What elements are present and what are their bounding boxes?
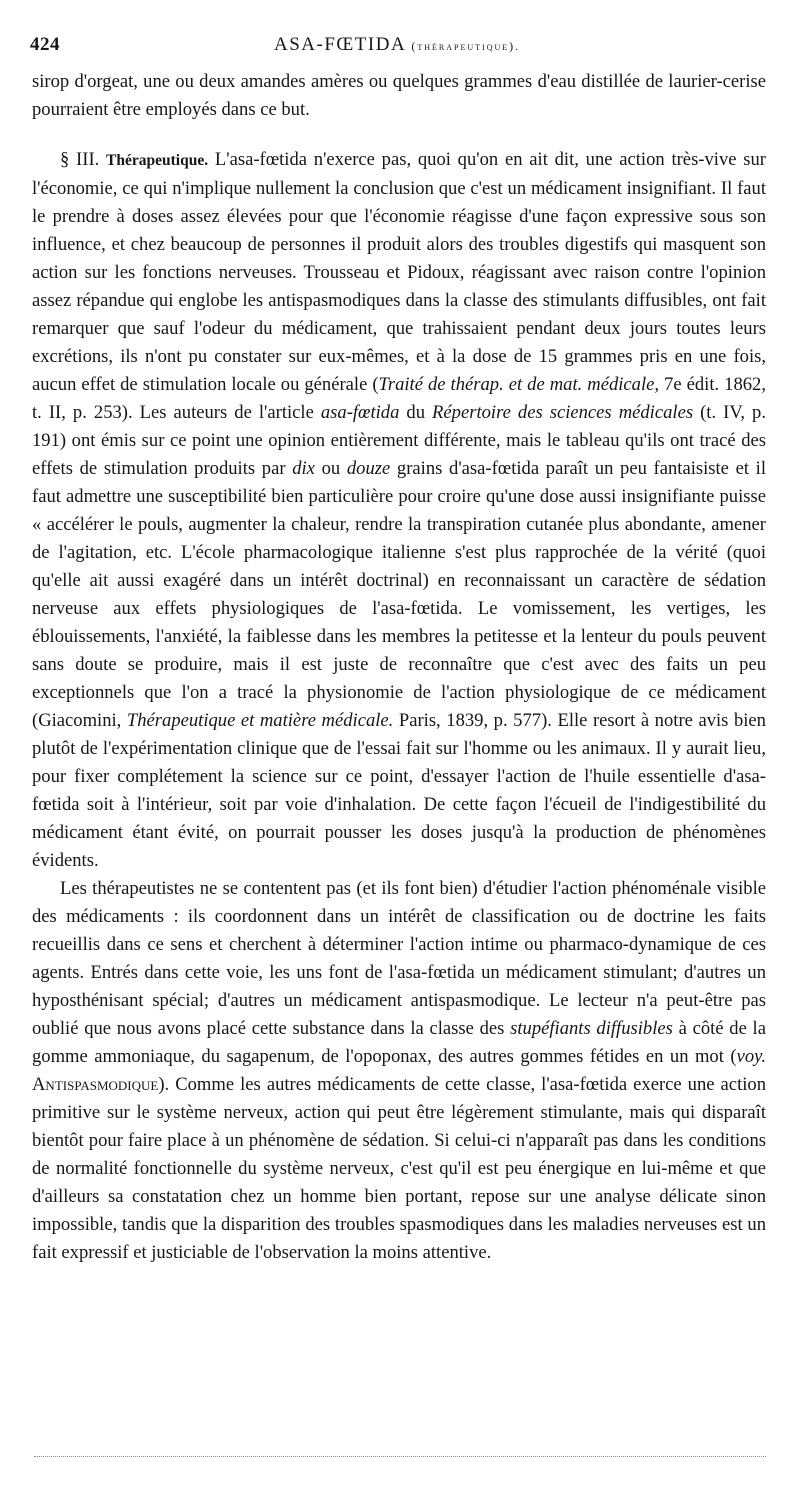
text-run: 7e édit. 1862, t. II, p. 253). Les auteurs de l'article xyxy=(32,374,766,423)
paragraph-continuation: sirop d'orgeat, une ou deux amandes amères ou quelques grammes d'eau distillée de laurier-cerise pourraient être employés dans ce but. xyxy=(32,71,766,120)
text-run: L'asa-fœtida n'exerce pas, quoi qu'on en ait dit, une action très-vive sur l'économie, ce qui n'implique nullement la conclusion que c'est un médicament insignifiant. Il faut le prendre à doses assez élevées pour que l'économie réagisse d'une façon expressive sous son influence, et chez beaucoup de personnes il produit alors des troubles digestifs qui masquent son action sur les fonctions nerveuses. Trousseau et Pidoux, réagissant avec raison contre l'opinion assez répandue qui englobe les antispasmodiques dans la classe des stimulants diffusibles, ont fait remarquer que sauf l'odeur du médicament, que trahissaient pendant deux jours toutes leurs excrétions, ils n'ont pu constater sur eux-mêmes, et à la dose de 15 grammes pris en une fois, aucun effet de stimulation locale ou générale ( xyxy=(32,149,766,395)
text-run: Paris, 1839, p. 577). Elle resort à notre avis bien plutôt de l'expérimentation clinique que de l'essai fait sur l'homme ou les animaux. Il y aurait lieu, pour fixer complétement la science sur ce point, d'essayer l'action de l'huile essentielle d'asa-fœtida soit à l'intérieur, soit par voie d'inhalation. De cette façon l'écueil de l'indigestibilité du médicament étant évité, on pourrait pousser les doses jusqu'à la production de phénomènes évidents. xyxy=(32,710,766,871)
text-run: ou xyxy=(314,458,347,479)
term-italic: douze xyxy=(346,458,391,479)
running-title-main: ASA-FŒTIDA xyxy=(274,34,406,55)
term-italic: stupéfiants diffusibles xyxy=(510,1018,673,1039)
running-title xyxy=(274,34,520,56)
running-title-sub: (thérapeutique). xyxy=(411,39,521,53)
citation-italic: Répertoire des sciences médicales xyxy=(432,402,694,423)
section-mark: § III. xyxy=(60,149,100,170)
text-run: grains d'asa-fœtida paraît un peu fantaisiste et il faut admettre une susceptibilité bien particulière pour croire qu'une dose aussi insignifiante puisse « accélérer le pouls, augmenter la chaleur, rendre la transpiration cutanée plus abondante, amener de l'agitation, etc. L'école pharmacologique italienne s'est plus rapprochée de la vérité (quoi qu'elle ait aussi exagéré dans un intérêt doctrinal) en reconnaissant un caractère de sédation nerveuse aux effets physiologiques de l'asa-fœtida. Le vomissement, les vertiges, les éblouissements, l'anxiété, la faiblesse dans les membres la petitesse et la lenteur du pouls peuvent sans doute se produire, mais il est juste de reconnaître que c'est avec des faits un peu exceptionnels que l'on a tracé la physionomie de l'action physiologique de ce médicament (Giacomini, xyxy=(32,458,767,731)
term-italic: asa-fœtida xyxy=(320,402,400,423)
body-text xyxy=(32,68,766,1267)
text-run: ). Comme les autres médicaments de cette classe, l'asa-fœtida exerce une action primitive sur le système nerveux, action qui peut être légèrement stimulante, mais qui disparaît bientôt pour faire place à un phénomène de sédation. Si celui-ci n'apparaît pas dans les conditions de normalité fonctionnelle du système nerveux, c'est qu'il est peu énergique en lui-même et que d'ailleurs sa constatation chez un homme bien portant, repose sur une analyse délicate sinon impossible, tandis que la disparition des troubles spasmodiques dans les maladies nerveuses est un fait expressif et justiciable de l'observation la moins attentive. xyxy=(32,1074,766,1263)
text-run: (t. IV, p. 191) ont émis sur ce point une opinion entièrement différente, mais le tableau qu'ils ont tracé des effets de stimulation produits par xyxy=(32,402,766,479)
text-run: du xyxy=(399,402,433,423)
citation-italic: Thérapeutique et matière médicale. xyxy=(126,710,394,731)
section-heading: Thérapeutique. xyxy=(106,152,209,169)
paragraph-therapeutistes xyxy=(32,875,766,1267)
paragraph-therapeutique xyxy=(32,146,766,875)
citation-italic: Traité de thérap. et de mat. médicale, xyxy=(378,374,660,395)
text-run: Les thérapeutistes ne se contentent pas (et ils font bien) d'étudier l'action phénoménale visible des médicaments : ils coordonnent dans un intérêt de classification ou de doctrine les faits recueillis dans ce sens et cherchent à déterminer l'action intime ou pharmaco-dynamique de ces agents. Entrés dans cette voie, les uns font de l'asa-fœtida un médicament stimulant; d'autres un hyposthénisant spécial; d'autres un médicament antispasmodique. Le lecteur n'a peut-être pas oublié que nous avons placé cette substance dans la classe des xyxy=(32,878,766,1039)
footer-rule xyxy=(34,1456,766,1457)
cross-reference: Antispasmodique xyxy=(32,1074,159,1095)
page-header xyxy=(30,34,770,60)
term-italic: voy. xyxy=(736,1046,766,1067)
page-number: 424 xyxy=(30,34,60,55)
text-run: à côté de la gomme ammoniaque, du sagapenum, de l'opoponax, des autres gommes fétides en un mot ( xyxy=(32,1018,766,1067)
term-italic: dix xyxy=(292,458,315,479)
